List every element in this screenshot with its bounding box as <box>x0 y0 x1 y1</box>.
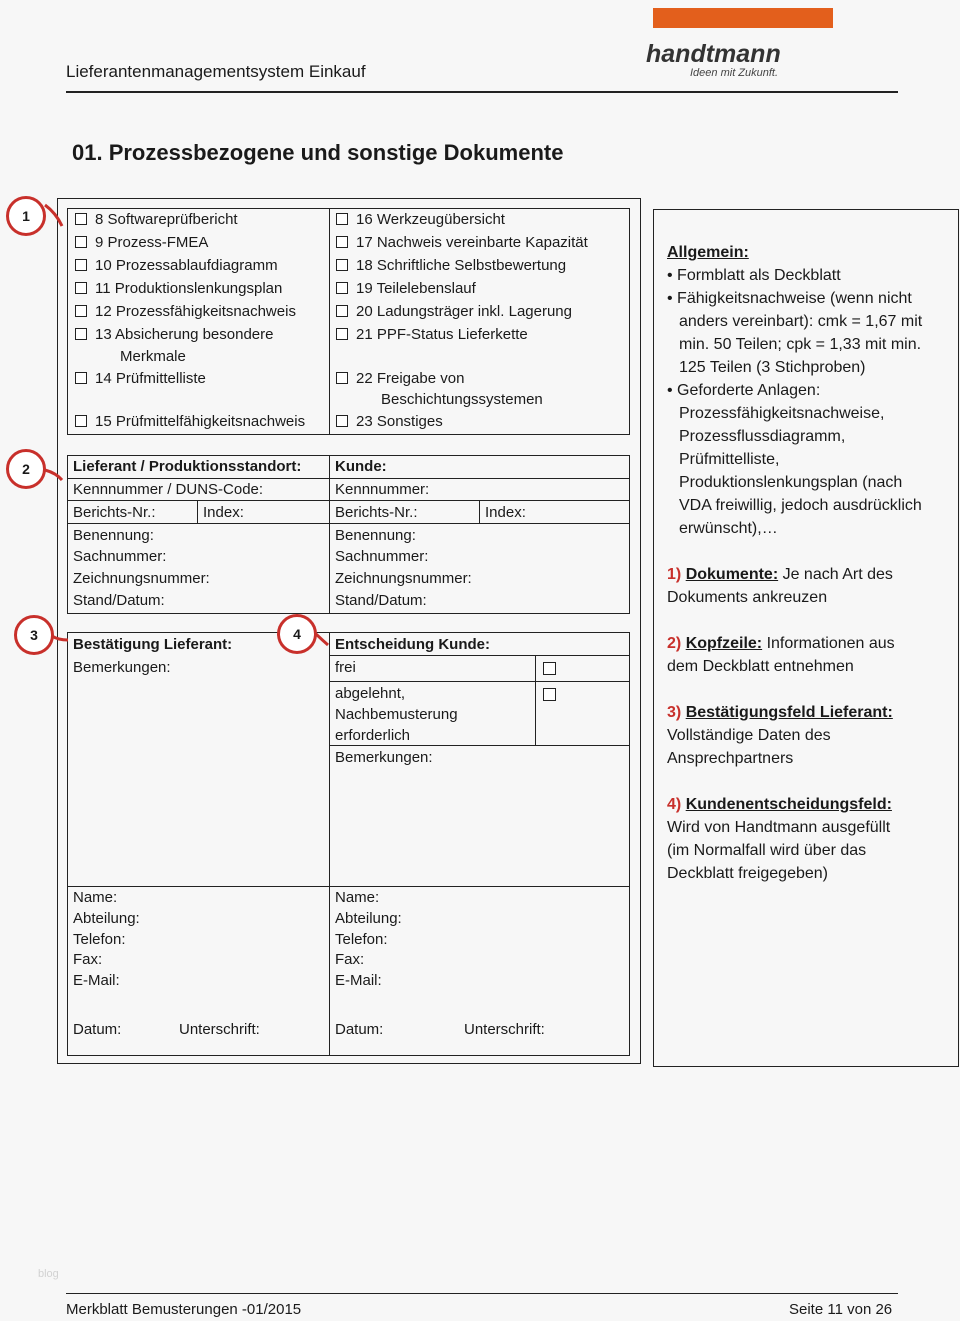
customer-date-label: Datum: <box>335 1021 384 1038</box>
confirmation-remarks-label: Bemerkungen: <box>73 659 171 676</box>
supplier-contact-label: Fax: <box>73 951 103 968</box>
marker-1: 1 <box>6 196 46 236</box>
confirmation-heading: Bestätigung Lieferant: <box>73 636 233 653</box>
note-3-text: Vollständige Daten des <box>667 727 831 744</box>
doc-item[interactable]: 13 Absicherung besondere <box>75 326 273 344</box>
doc-item[interactable]: 18 Schriftliche Selbstbewertung <box>336 257 566 275</box>
supplier-field-label: Stand/Datum: <box>73 592 165 609</box>
supplier-index-label: Index: <box>203 504 244 521</box>
doc-item[interactable]: 19 Teilelebenslauf <box>336 280 476 298</box>
info-line: Prozessflussdiagramm, <box>679 428 846 445</box>
doc-item[interactable]: 17 Nachweis vereinbarte Kapazität <box>336 234 588 252</box>
doc-item[interactable]: 16 Werkzeugübersicht <box>336 211 505 229</box>
doc-item[interactable]: 11 Produktionslenkungsplan <box>75 280 282 298</box>
footer-page-number: Seite 11 von 26 <box>789 1301 893 1318</box>
doc-item[interactable]: 22 Freigabe von <box>336 370 464 388</box>
customer-field-label: Benennung: <box>335 527 416 544</box>
footer-left: Merkblatt Bemusterungen -01/2015 <box>66 1301 302 1318</box>
decision-rejected-label: Nachbemusterung <box>335 706 458 723</box>
info-content <box>667 241 952 885</box>
info-line: Prüfmittelliste, <box>679 451 780 468</box>
decision-remarks-label: Bemerkungen: <box>335 749 433 766</box>
note-1: 1) Dokumente: Je nach Art des <box>667 566 893 583</box>
customer-contact-label: Abteilung: <box>335 910 402 927</box>
customer-index-label: Index: <box>485 504 526 521</box>
note-4-text: (im Normalfall wird über das <box>667 842 867 859</box>
doc-item-continued: Merkmale <box>120 348 186 365</box>
arrow-3 <box>52 636 68 640</box>
info-line: • Fähigkeitsnachweise (wenn nicht <box>667 290 912 307</box>
supplier-contact-label: Abteilung: <box>73 910 140 927</box>
logo-slogan: Ideen mit Zukunft. <box>690 67 779 79</box>
doc-item[interactable]: 23 Sonstiges <box>336 413 443 431</box>
note-3-text: Ansprechpartners <box>667 750 794 767</box>
info-heading: Allgemein: <box>667 244 749 261</box>
decision-heading: Entscheidung Kunde: <box>335 636 490 653</box>
arrow-1 <box>45 205 62 226</box>
doc-item[interactable]: 9 Prozess-FMEA <box>75 234 208 252</box>
customer-contact-label: Fax: <box>335 951 365 968</box>
doc-item[interactable]: 12 Prozessfähigkeitsnachweis <box>75 303 296 321</box>
doc-item[interactable]: 10 Prozessablaufdiagramm <box>75 257 278 275</box>
info-line: • Formblatt als Deckblatt <box>667 267 841 284</box>
decision-rejected-label: erforderlich <box>335 727 411 744</box>
doc-item[interactable]: 21 PPF-Status Lieferkette <box>336 326 528 344</box>
watermark: blog <box>38 1268 59 1280</box>
page-title: 01. Prozessbezogene und sonstige Dokumente <box>72 140 564 165</box>
info-line: min. 50 Teilen; cpk = 1,33 mit min. <box>679 336 922 353</box>
note-2: 2) Kopfzeile: Informationen aus <box>667 635 895 652</box>
customer-contact-label: Telefon: <box>335 931 388 948</box>
info-line: VDA freiwillig, jedoch ausdrücklich <box>679 497 922 514</box>
info-line: • Geforderte Anlagen: <box>667 382 821 399</box>
info-line: Produktionslenkungsplan (nach <box>679 474 903 491</box>
footer-rule <box>66 1293 898 1294</box>
customer-contact-label: Name: <box>335 889 380 906</box>
note-3: 3) Bestätigungsfeld Lieferant: <box>667 704 893 721</box>
customer-field-label: Zeichnungsnummer: <box>335 570 472 587</box>
customer-field-label: Sachnummer: <box>335 548 429 565</box>
supplier-contact-label: Telefon: <box>73 931 126 948</box>
doc-item[interactable]: 8 Softwareprüfbericht <box>75 211 238 229</box>
supplier-heading: Lieferant / Produktionsstandort: <box>73 458 302 475</box>
customer-signature-label: Unterschrift: <box>464 1021 545 1038</box>
marker-4: 4 <box>277 614 317 654</box>
supplier-contact-label: Name: <box>73 889 118 906</box>
arrow-2 <box>45 470 62 480</box>
marker-2: 2 <box>6 449 46 489</box>
supplier-report-label: Berichts-Nr.: <box>73 504 156 521</box>
supplier-field-label: Benennung: <box>73 527 154 544</box>
marker-3: 3 <box>14 615 54 655</box>
logo-text: handtmann <box>646 40 781 68</box>
note-4: 4) Kundenentscheidungsfeld: <box>667 796 892 813</box>
doc-item[interactable]: 14 Prüfmittelliste <box>75 370 206 388</box>
customer-id-label: Kennnummer: <box>335 481 430 498</box>
supplier-signature-label: Unterschrift: <box>179 1021 260 1038</box>
customer-report-label: Berichts-Nr.: <box>335 504 418 521</box>
supplier-date-label: Datum: <box>73 1021 122 1038</box>
info-line: Prozessfähigkeitsnachweise, <box>679 405 885 422</box>
note-1-text: Dokuments ankreuzen <box>667 589 828 606</box>
doc-item-continued: Beschichtungssystemen <box>381 391 543 408</box>
customer-contact-label: E-Mail: <box>335 972 382 989</box>
info-line: erwünscht),… <box>679 520 778 537</box>
info-line: anders vereinbart): cmk = 1,67 mit <box>679 313 923 330</box>
doc-item[interactable]: 20 Ladungsträger inkl. Lagerung <box>336 303 572 321</box>
note-4-text: Deckblatt freigegeben) <box>667 865 828 882</box>
customer-field-label: Stand/Datum: <box>335 592 427 609</box>
note-2-text: dem Deckblatt entnehmen <box>667 658 854 675</box>
decision-rejected-label: abgelehnt, <box>335 685 406 702</box>
decision-free-label: frei <box>335 659 356 676</box>
header-title: Lieferantenmanagementsystem Einkauf <box>66 62 366 81</box>
supplier-field-label: Zeichnungsnummer: <box>73 570 210 587</box>
supplier-id-label: Kennnummer / DUNS-Code: <box>73 481 264 498</box>
note-4-text: Wird von Handtmann ausgefüllt <box>667 819 891 836</box>
supplier-field-label: Sachnummer: <box>73 548 167 565</box>
doc-item[interactable]: 15 Prüfmittelfähigkeitsnachweis <box>75 413 305 431</box>
supplier-contact-label: E-Mail: <box>73 972 120 989</box>
info-line: 125 Teilen (3 Stichproben) <box>679 359 866 376</box>
customer-heading: Kunde: <box>335 458 387 475</box>
